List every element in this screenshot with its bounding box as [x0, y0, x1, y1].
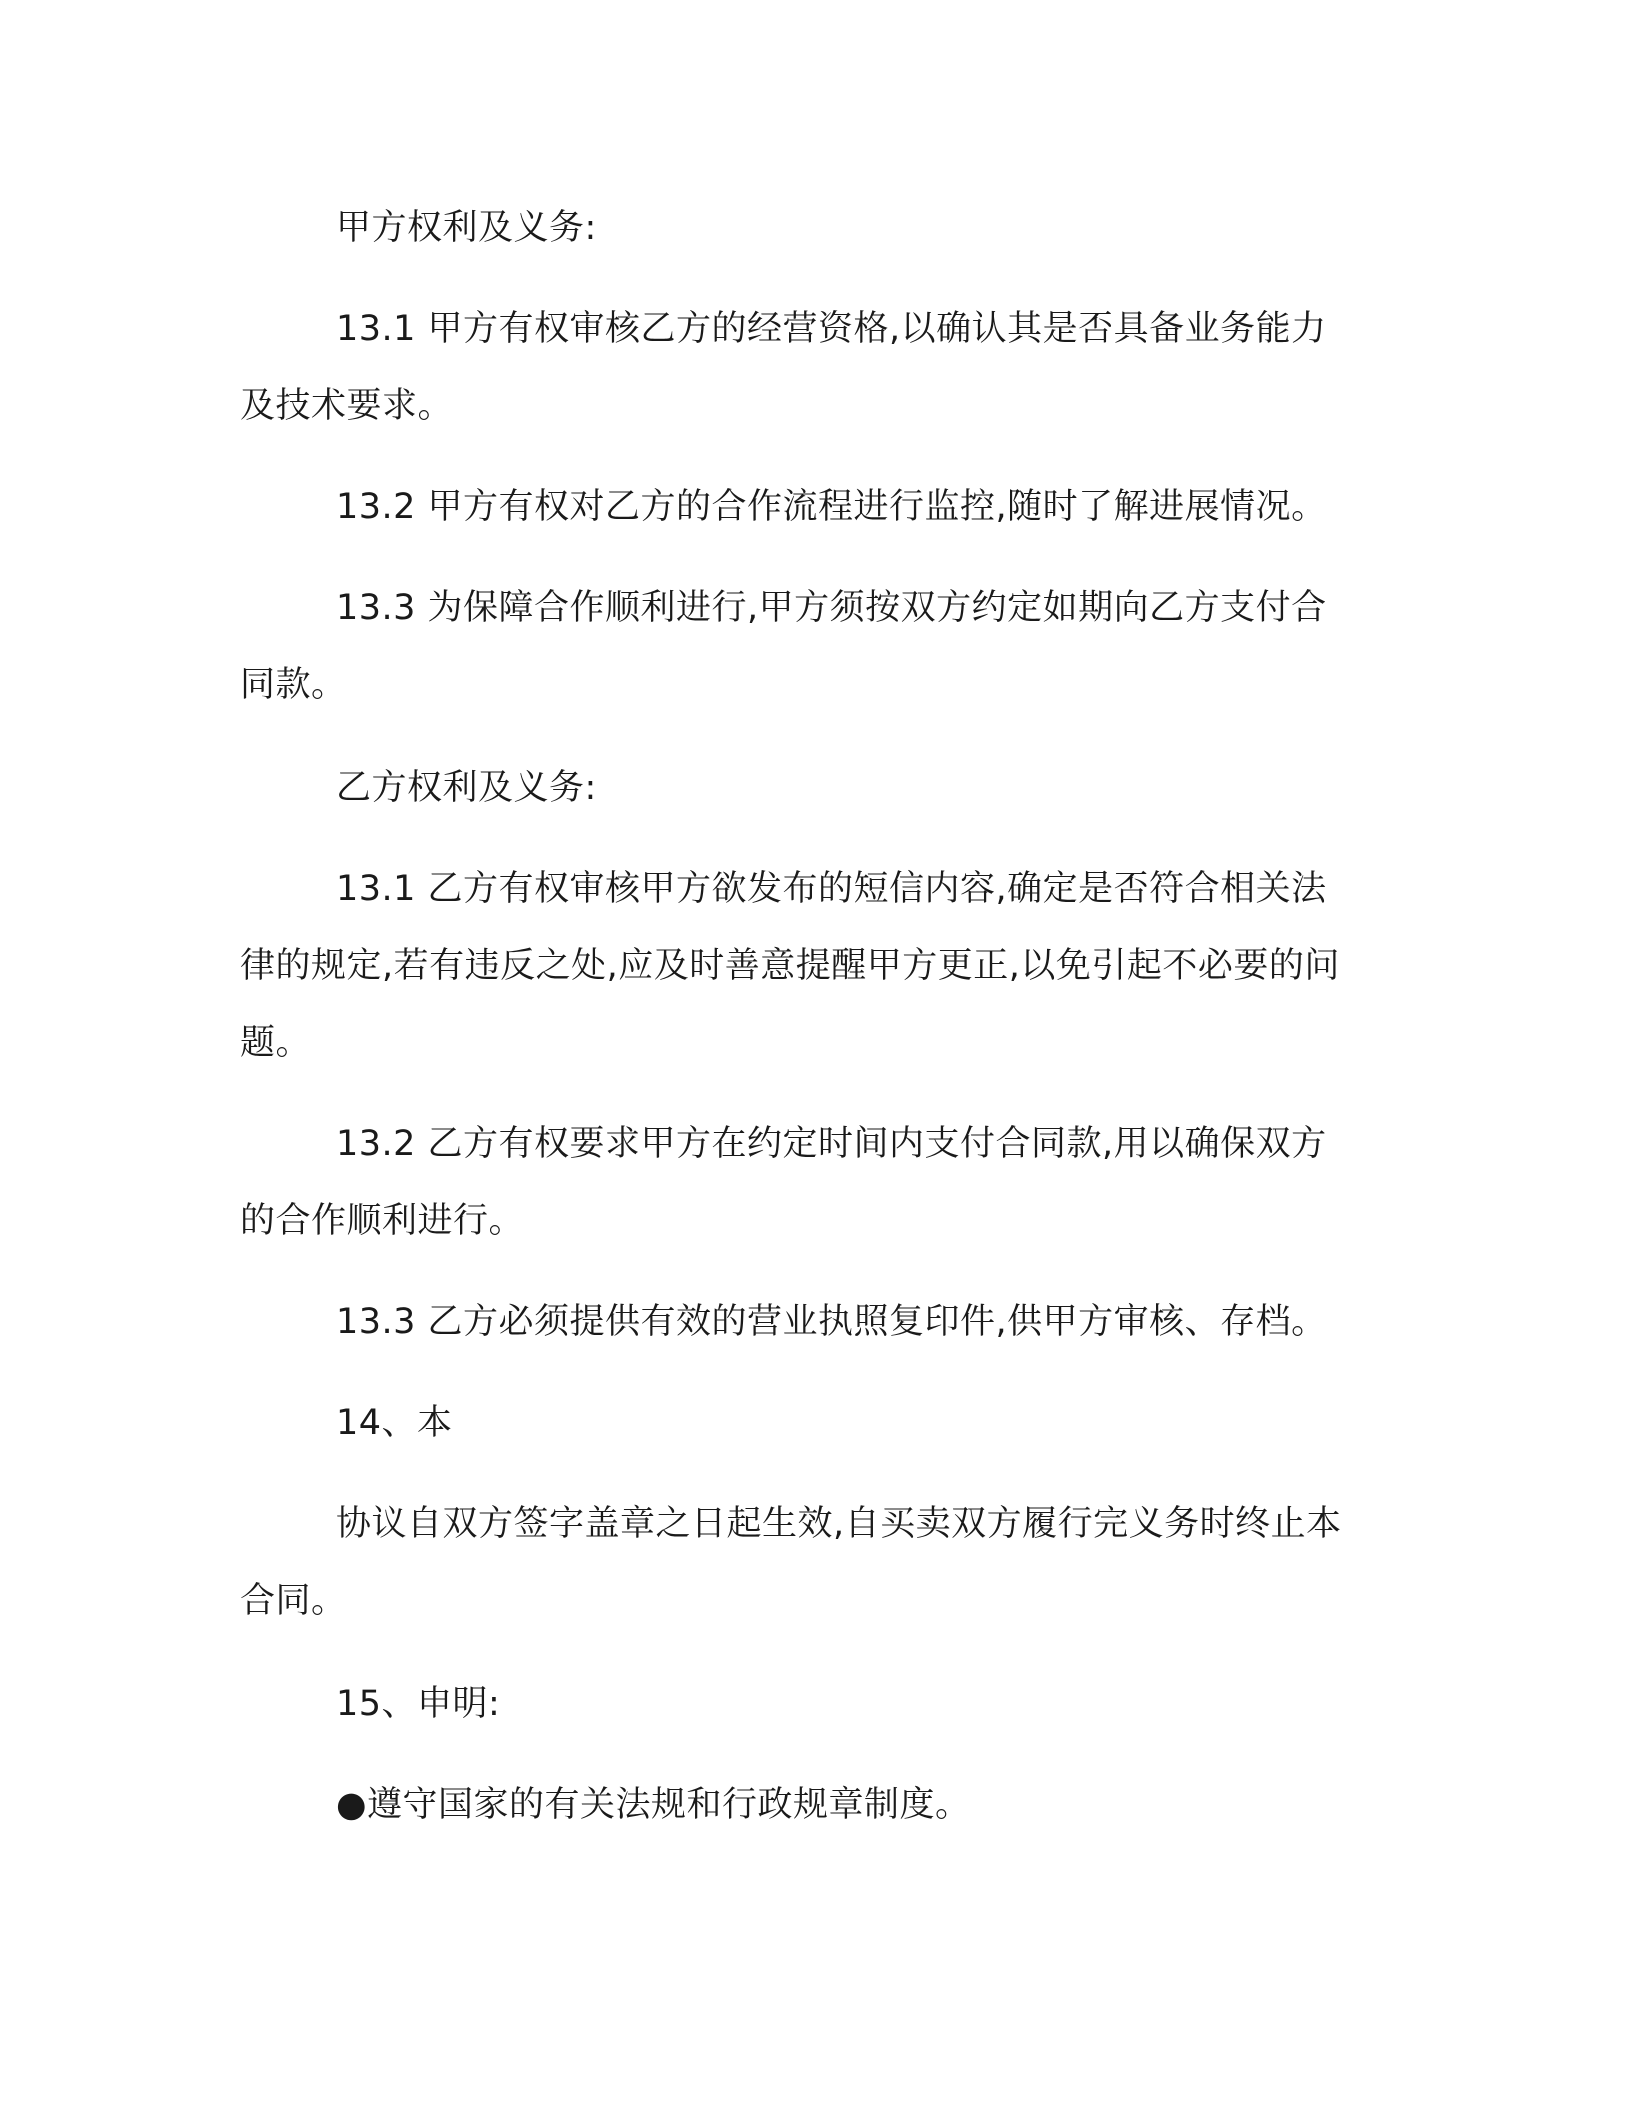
clause-a-13-3: 13.3 为保障合作顺利进行,甲方须按双方约定如期向乙方支付合同款。 [240, 588, 1327, 705]
clause-14-heading: 14、本 [336, 1403, 453, 1443]
clause-a-13-2: 13.2 甲方有权对乙方的合作流程进行监控,随时了解进展情况。 [336, 487, 1327, 527]
clause-15-heading: 15、申明: [336, 1684, 501, 1724]
clause-a-13-1: 13.1 甲方有权审核乙方的经营资格,以确认其是否具备业务能力及技术要求。 [240, 309, 1327, 426]
clause-14-body: 协议自双方签字盖章之日起生效,自买卖双方履行完义务时终止本合同。 [240, 1504, 1342, 1621]
clause-15-bullet: ●遵守国家的有关法规和行政规章制度。 [336, 1785, 971, 1825]
heading-party-a-rights: 甲方权利及义务: [336, 208, 597, 248]
clause-b-13-2: 13.2 乙方有权要求甲方在约定时间内支付合同款,用以确保双方的合作顺利进行。 [240, 1124, 1327, 1241]
heading-party-b-rights: 乙方权利及义务: [336, 768, 597, 808]
clause-b-13-3: 13.3 乙方必须提供有效的营业执照复印件,供甲方审核、存档。 [336, 1302, 1327, 1342]
document-body [240, 190, 1360, 1844]
clause-b-13-1: 13.1 乙方有权审核甲方欲发布的短信内容,确定是否符合相关法律的规定,若有违反之处,应及时善意提醒甲方更正,以免引起不必要的问题。 [240, 869, 1340, 1063]
